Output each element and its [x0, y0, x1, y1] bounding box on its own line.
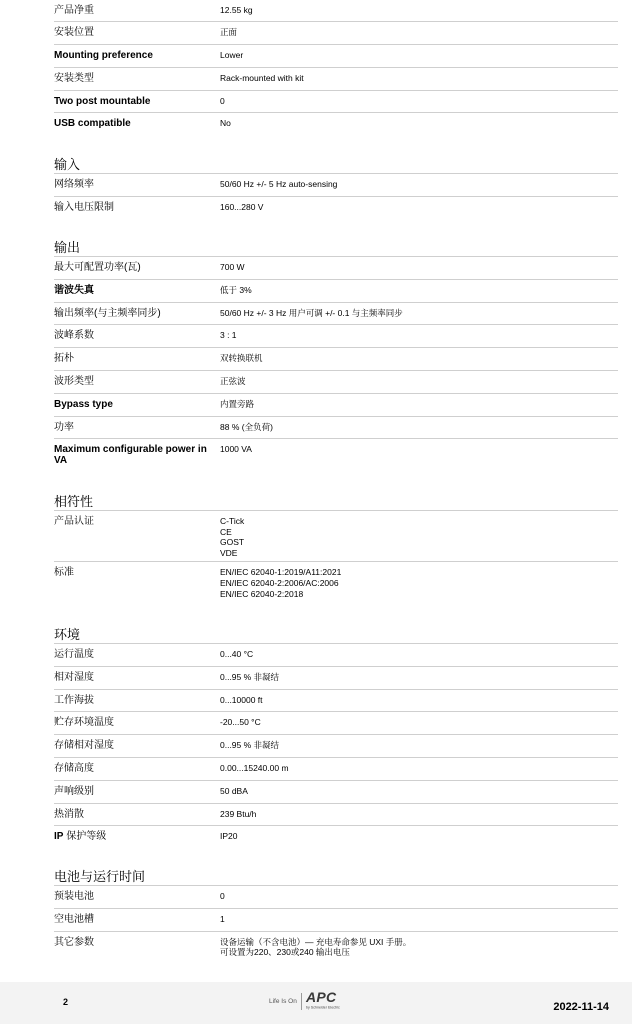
ip-rating-value: IP20 [220, 831, 238, 842]
waveform-type-label: 波形类型 [54, 375, 94, 387]
spec-row-heat-dissipation [54, 803, 618, 826]
relative-humidity-label: 相对湿度 [54, 671, 94, 683]
spec-row-two-post-mountable [54, 90, 618, 113]
life-is-on-tagline: Life Is On [269, 998, 297, 1005]
operating-temperature-label: 运行温度 [54, 649, 94, 660]
harmonic-distortion-label: 谐波失真 [54, 284, 94, 296]
spec-row-product-certifications [54, 510, 618, 561]
page-footer [0, 982, 632, 1024]
efficiency-value: 88 % (全负荷) [220, 421, 273, 432]
standards-label: 标准 [54, 567, 74, 579]
spec-row-input-voltage-limits [54, 196, 618, 219]
spec-row-net-weight [54, 0, 618, 21]
bypass-type-label: Bypass type [54, 398, 113, 410]
two-post-mountable-label: Two post mountable [54, 95, 151, 107]
other-parameters-values [220, 937, 618, 958]
spec-row-mounting-location [54, 21, 618, 44]
spec-row-storage-relative-humidity [54, 734, 618, 757]
input-section-heading: 输入 [54, 157, 81, 172]
storage-relative-humidity-value: 0...95 % 非凝结 [220, 740, 280, 751]
net-weight-value: 12.55 kg [220, 4, 253, 15]
bypass-type-value: 内置旁路 [220, 398, 255, 409]
crest-factor-value: 3 : 1 [220, 330, 237, 341]
compliance-section-heading: 相符性 [54, 494, 94, 509]
general-specs-section [54, 0, 618, 135]
mounting-location-label: 安装位置 [54, 27, 94, 39]
audible-noise-value: 50 dBA [220, 785, 248, 796]
input-voltage-limits-label: 输入电压限制 [54, 201, 114, 213]
ip-rating-label-text: 保护等级 [63, 831, 107, 843]
max-power-watts-label: 最大可配置功率(瓦) [54, 262, 141, 273]
mounting-type-value: Rack-mounted with kit [220, 72, 304, 83]
spec-row-crest-factor [54, 324, 618, 347]
publish-date: 2022-11-14 [553, 1001, 609, 1013]
schneider-electric-subtitle: by Schneider Electric [306, 1006, 340, 1010]
storage-relative-humidity-label: 存储相对湿度 [54, 740, 114, 752]
spec-row-empty-battery-slots [54, 908, 618, 931]
standard-item: EN/IEC 62040-1:2019/A11:2021 [220, 567, 342, 578]
spec-row-bypass-type [54, 393, 618, 416]
operating-altitude-label: 工作海拔 [54, 694, 94, 706]
logo-divider [301, 993, 302, 1010]
ip-rating-label-prefix: IP [54, 831, 64, 843]
spec-row-battery-included [54, 885, 618, 908]
crest-factor-label: 波峰系数 [54, 330, 94, 342]
other-parameters-label: 其它参数 [54, 936, 94, 948]
spec-row-storage-temperature [54, 711, 618, 734]
other-parameter-item: 可设置为220、230或240 输出电压 [220, 947, 350, 958]
waveform-type-value: 正弦波 [220, 375, 246, 386]
operating-temperature-value: 0...40 °C [220, 649, 254, 659]
compliance-section [54, 493, 618, 602]
input-voltage-limits-value: 160...280 V [220, 201, 264, 212]
audible-noise-label: 声响级别 [54, 785, 94, 797]
certification-item: VDE [220, 547, 238, 558]
net-weight-label: 产品净重 [54, 4, 94, 16]
input-frequency-label: 网络频率 [54, 179, 94, 190]
spec-row-usb-compatible [54, 112, 618, 135]
ip-rating-label [54, 831, 220, 842]
topology-value: 双转换联机 [220, 353, 263, 364]
max-power-va-value: 1000 VA [220, 444, 252, 455]
spec-row-waveform-type [54, 370, 618, 393]
storage-altitude-label: 存储高度 [54, 762, 94, 774]
certification-item: C-Tick [220, 516, 245, 526]
storage-altitude-value: 0.00...15240.00 m [220, 762, 289, 773]
spec-row-ip-rating [54, 825, 618, 848]
spec-row-max-power-watts [54, 256, 618, 279]
output-section [54, 239, 618, 472]
input-frequency-value: 50/60 Hz +/- 5 Hz auto-sensing [220, 179, 338, 189]
output-section-heading: 输出 [54, 240, 81, 255]
battery-included-label: 预装电池 [54, 891, 94, 902]
spec-row-audible-noise [54, 780, 618, 803]
spec-row-topology [54, 347, 618, 370]
environment-section [54, 626, 618, 848]
mounting-location-value: 正面 [220, 27, 238, 38]
spec-row-harmonic-distortion [54, 279, 618, 302]
standard-item: EN/IEC 62040-2:2006/AC:2006 [220, 577, 339, 588]
spec-row-input-frequency [54, 173, 618, 196]
usb-compatible-label: USB compatible [54, 118, 131, 130]
spec-row-operating-altitude [54, 689, 618, 712]
mounting-preference-label: Mounting preference [54, 50, 153, 62]
spec-row-mounting-preference [54, 44, 618, 67]
spec-row-relative-humidity [54, 666, 618, 689]
empty-battery-slots-value: 1 [220, 913, 225, 924]
efficiency-label: 功率 [54, 421, 74, 433]
spec-row-max-power-va [54, 438, 618, 472]
empty-battery-slots-label: 空电池槽 [54, 913, 94, 925]
two-post-mountable-value: 0 [220, 95, 225, 106]
spec-row-storage-altitude [54, 757, 618, 780]
mounting-preference-value: Lower [220, 50, 244, 61]
page-number: 2 [63, 997, 69, 1007]
harmonic-distortion-value: 低于 3% [220, 284, 252, 295]
product-certifications-label: 产品认证 [54, 516, 94, 527]
apc-logo-wordmark: APC [306, 989, 337, 1005]
usb-compatible-value: No [220, 118, 231, 129]
standard-item: EN/IEC 62040-2:2018 [220, 588, 304, 599]
battery-section-heading: 电池与运行时间 [54, 869, 146, 884]
standards-values [220, 567, 618, 599]
mounting-type-label: 安装类型 [54, 72, 94, 84]
spec-row-operating-temperature [54, 643, 618, 666]
relative-humidity-value: 0...95 % 非凝结 [220, 671, 280, 682]
environment-section-heading: 环境 [54, 627, 81, 642]
max-power-va-label: Maximum configurable power in VA [54, 444, 207, 467]
spec-row-standards [54, 561, 618, 602]
heat-dissipation-label: 热消散 [54, 808, 84, 820]
topology-label: 拓朴 [54, 353, 74, 365]
spec-row-efficiency [54, 416, 618, 439]
storage-temperature-value: -20...50 °C [220, 717, 261, 728]
other-parameter-item: 设备运输（不含电池）— 充电寿命参见 UXI 手册。 [220, 936, 412, 947]
battery-runtime-section [54, 868, 618, 961]
operating-altitude-value: 0...10000 ft [220, 694, 263, 705]
max-power-watts-value: 700 W [220, 262, 245, 272]
storage-temperature-label: 贮存环境温度 [54, 717, 114, 729]
spec-row-other-parameters [54, 931, 618, 961]
spec-row-mounting-type [54, 67, 618, 90]
certification-item: CE [220, 526, 232, 537]
spec-row-output-frequency [54, 302, 618, 325]
output-frequency-value: 50/60 Hz +/- 3 Hz 用户可调 +/- 0.1 与主频率同步 [220, 307, 403, 318]
input-section [54, 156, 618, 219]
product-certifications-values [220, 516, 618, 558]
certification-item: GOST [220, 537, 245, 548]
battery-included-value: 0 [220, 891, 225, 901]
output-frequency-label: 输出频率(与主频率同步) [54, 307, 161, 319]
heat-dissipation-value: 239 Btu/h [220, 808, 257, 819]
